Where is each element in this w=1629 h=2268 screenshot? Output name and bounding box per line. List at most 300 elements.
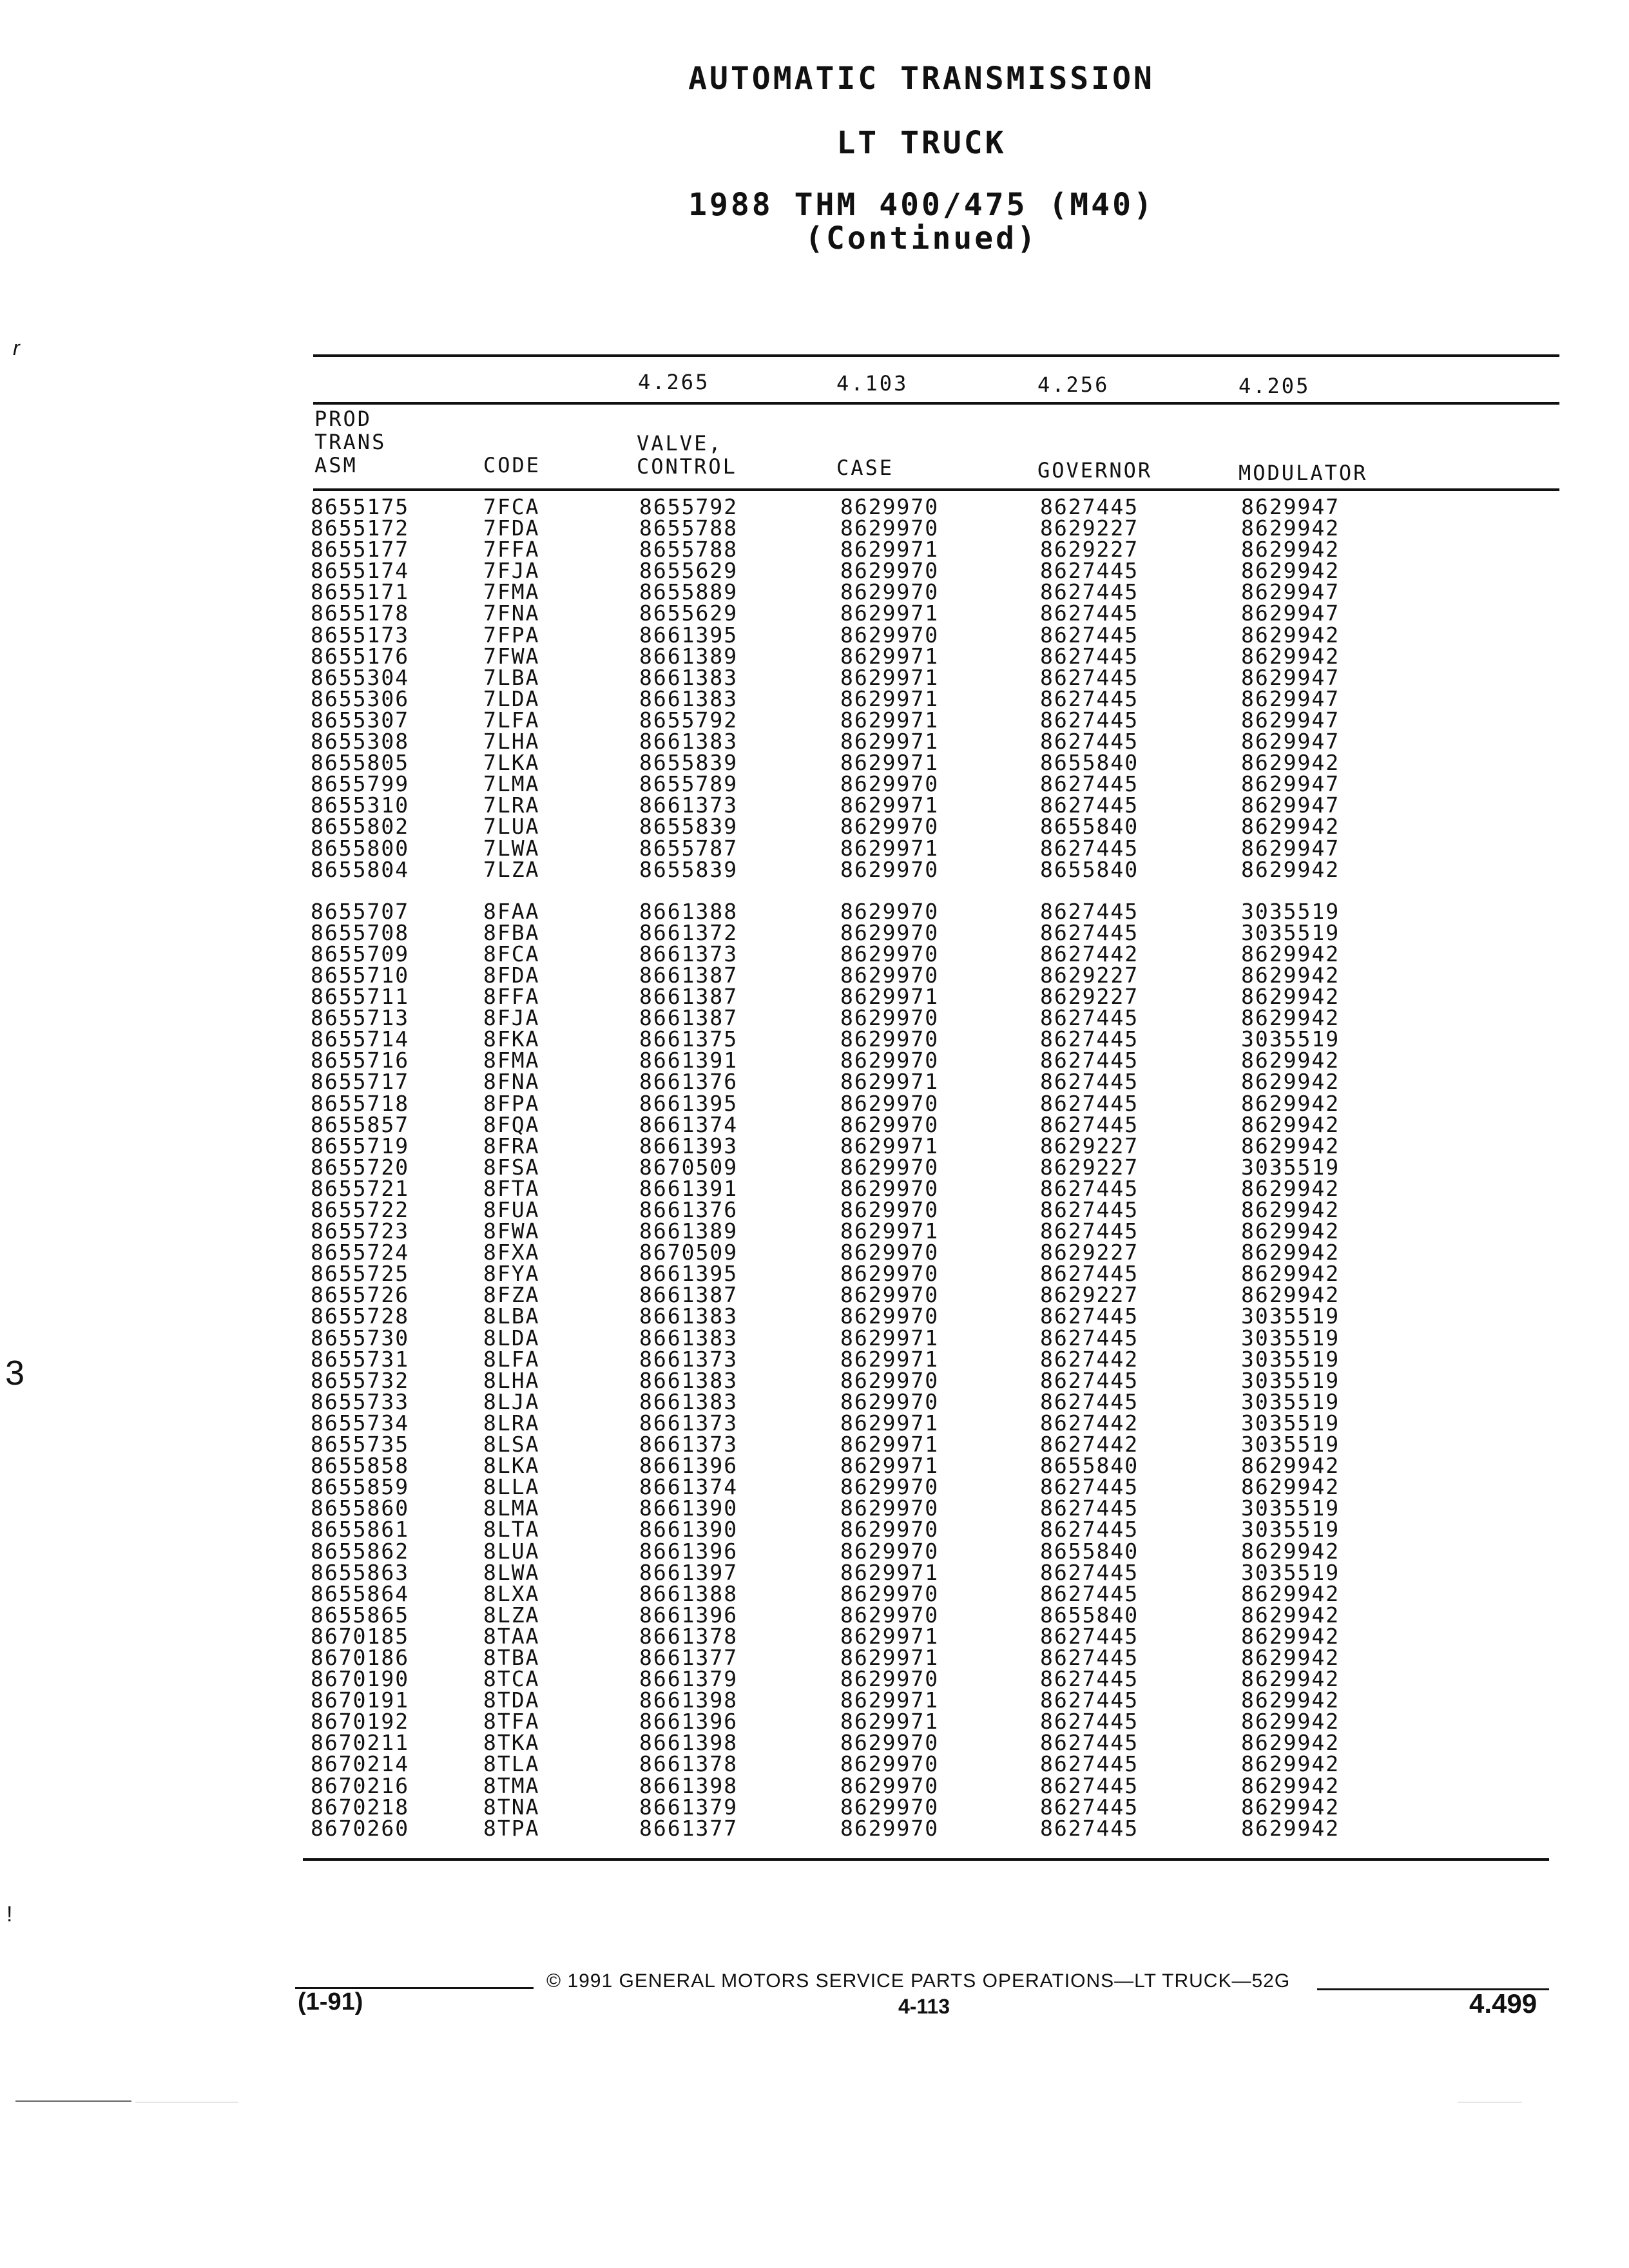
cell-prod-trans-asm: 8655308 — [311, 729, 410, 754]
cell-case: 8629970 — [840, 622, 940, 648]
cell-governor: 8627445 — [1040, 1559, 1139, 1585]
table-row — [311, 1327, 1370, 1349]
cell-prod-trans-asm: 8655732 — [311, 1367, 410, 1393]
cell-case: 8629971 — [840, 729, 940, 754]
cell-valve-control: 8655788 — [639, 515, 738, 541]
cell-prod-trans-asm: 8655722 — [311, 1197, 410, 1222]
cell-code: 7FWA — [483, 643, 540, 669]
cell-valve-control: 8661396 — [639, 1709, 738, 1735]
cell-code: 8LZA — [483, 1602, 540, 1628]
cell-governor: 8627445 — [1040, 1517, 1139, 1542]
table-row — [311, 1157, 1370, 1178]
cell-governor: 8627445 — [1040, 1730, 1139, 1756]
cell-case: 8629970 — [840, 814, 940, 840]
cell-modulator: 8629942 — [1241, 1751, 1340, 1777]
cell-governor: 8627445 — [1040, 1090, 1139, 1116]
cell-code: 8LWA — [483, 1559, 540, 1585]
cell-valve-control: 8661373 — [639, 941, 738, 966]
cell-valve-control: 8661377 — [639, 1815, 738, 1841]
cell-governor: 8627445 — [1040, 729, 1139, 754]
cell-governor: 8627445 — [1040, 579, 1139, 605]
header-prod-line: PROD — [314, 407, 372, 431]
cell-case: 8629971 — [840, 1687, 940, 1713]
table-row — [311, 1711, 1370, 1732]
margin-mark-bottom: ! — [6, 1902, 13, 1927]
table-row — [311, 1604, 1370, 1626]
cell-valve-control: 8655629 — [639, 601, 738, 626]
cell-prod-trans-asm: 8655310 — [311, 793, 410, 818]
cell-prod-trans-asm: 8655707 — [311, 898, 410, 924]
cell-valve-control: 8655787 — [639, 835, 738, 861]
cell-code: 8LLA — [483, 1474, 540, 1500]
cell-code: 7FMA — [483, 579, 540, 605]
cell-valve-control: 8661387 — [639, 984, 738, 1010]
cell-code: 8FTA — [483, 1175, 540, 1201]
cell-code: 7LUA — [483, 814, 540, 840]
cell-case: 8629971 — [840, 686, 940, 711]
table-row — [311, 1284, 1370, 1305]
cell-valve-control: 8661375 — [639, 1026, 738, 1052]
cell-prod-trans-asm: 8655710 — [311, 962, 410, 988]
cell-code: 8LMA — [483, 1495, 540, 1521]
cell-case: 8629970 — [840, 1282, 940, 1308]
cell-code: 8TAA — [483, 1623, 540, 1649]
cell-modulator: 8629942 — [1241, 643, 1340, 669]
cell-governor: 8627445 — [1040, 793, 1139, 818]
cell-code: 7FCA — [483, 494, 540, 519]
cell-prod-trans-asm: 8670216 — [311, 1773, 410, 1798]
cell-code: 8LFA — [483, 1346, 540, 1372]
cell-case: 8629970 — [840, 579, 940, 605]
margin-mark-top: r — [13, 336, 20, 360]
table-row — [311, 838, 1370, 859]
cell-valve-control: 8661378 — [639, 1751, 738, 1777]
cell-case: 8629971 — [840, 1709, 940, 1735]
cell-valve-control: 8661373 — [639, 1410, 738, 1436]
cell-code: 8LBA — [483, 1303, 540, 1329]
cell-prod-trans-asm: 8655858 — [311, 1453, 410, 1479]
header-valve-control — [637, 432, 737, 478]
cell-prod-trans-asm: 8655173 — [311, 622, 410, 648]
cell-case: 8629970 — [840, 1495, 940, 1521]
cell-modulator: 3035519 — [1241, 1517, 1340, 1542]
cell-modulator: 8629947 — [1241, 729, 1340, 754]
cell-code: 7FFA — [483, 537, 540, 562]
cell-governor: 8627445 — [1040, 919, 1139, 945]
cell-modulator: 8629942 — [1241, 984, 1340, 1010]
table-row — [311, 986, 1370, 1007]
cell-governor: 8627445 — [1040, 1687, 1139, 1713]
group-number-governor: 4.256 — [1037, 372, 1110, 397]
scan-dash-left — [15, 2100, 131, 2102]
cell-code: 8FZA — [483, 1282, 540, 1308]
cell-modulator: 8629942 — [1241, 1048, 1340, 1073]
cell-governor: 8627445 — [1040, 1218, 1139, 1244]
table-row — [311, 1114, 1370, 1135]
cell-governor: 8627442 — [1040, 1432, 1139, 1457]
cell-case: 8629970 — [840, 1602, 940, 1628]
cell-valve-control: 8661376 — [639, 1197, 738, 1222]
cell-case: 8629970 — [840, 1367, 940, 1393]
table-row — [311, 709, 1370, 731]
cell-governor: 8627445 — [1040, 1111, 1139, 1137]
group-separator — [311, 880, 1370, 901]
cell-governor: 8627445 — [1040, 1005, 1139, 1031]
cell-governor: 8629227 — [1040, 537, 1139, 562]
cell-valve-control: 8670509 — [639, 1154, 738, 1180]
cell-governor: 8627445 — [1040, 1026, 1139, 1052]
cell-valve-control: 8661393 — [639, 1133, 738, 1158]
cell-governor: 8627442 — [1040, 941, 1139, 966]
cell-valve-control: 8655839 — [639, 814, 738, 840]
header-code: CODE — [483, 453, 541, 477]
cell-modulator: 8629942 — [1241, 962, 1340, 988]
cell-case: 8629970 — [840, 1666, 940, 1692]
cell-valve-control: 8655789 — [639, 771, 738, 797]
cell-code: 8FDA — [483, 962, 540, 988]
cell-modulator: 8629942 — [1241, 1090, 1340, 1116]
table-row — [311, 1647, 1370, 1668]
header-prod-trans-asm — [314, 407, 386, 477]
cell-valve-control: 8661383 — [639, 729, 738, 754]
cell-code: 8FPA — [483, 1090, 540, 1116]
cell-code: 8FQA — [483, 1111, 540, 1137]
cell-case: 8629970 — [840, 1794, 940, 1820]
table-row — [311, 1007, 1370, 1028]
cell-case: 8629971 — [840, 1346, 940, 1372]
cell-code: 8FFA — [483, 984, 540, 1010]
table-row — [311, 1583, 1370, 1604]
cell-code: 8FJA — [483, 1005, 540, 1031]
cell-case: 8629971 — [840, 664, 940, 690]
cell-modulator: 8629947 — [1241, 835, 1340, 861]
cell-code: 7FJA — [483, 558, 540, 584]
table-row — [311, 1178, 1370, 1199]
cell-valve-control: 8661395 — [639, 622, 738, 648]
model-heading: 1988 THM 400/475 (M40) — [688, 187, 1155, 223]
table-row — [311, 1349, 1370, 1370]
cell-code: 8LRA — [483, 1410, 540, 1436]
table-row — [311, 1455, 1370, 1476]
cell-valve-control: 8655839 — [639, 856, 738, 882]
cell-governor: 8627445 — [1040, 1175, 1139, 1201]
cell-modulator: 8629947 — [1241, 601, 1340, 626]
cell-prod-trans-asm: 8655172 — [311, 515, 410, 541]
page-title: AUTOMATIC TRANSMISSION — [688, 61, 1155, 97]
cell-modulator: 3035519 — [1241, 1410, 1340, 1436]
table-row — [311, 1370, 1370, 1391]
cell-prod-trans-asm: 8655724 — [311, 1240, 410, 1265]
cell-prod-trans-asm: 8655804 — [311, 856, 410, 882]
cell-prod-trans-asm: 8655862 — [311, 1538, 410, 1564]
cell-governor: 8655840 — [1040, 1602, 1139, 1628]
cell-case: 8629970 — [840, 1111, 940, 1137]
cell-governor: 8629227 — [1040, 1133, 1139, 1158]
cell-governor: 8655840 — [1040, 856, 1139, 882]
cell-case: 8629970 — [840, 771, 940, 797]
cell-case: 8629970 — [840, 1751, 940, 1777]
cell-prod-trans-asm: 8655800 — [311, 835, 410, 861]
table-row — [311, 1775, 1370, 1796]
cell-governor: 8627445 — [1040, 1325, 1139, 1350]
cell-modulator: 8629942 — [1241, 1069, 1340, 1095]
cell-modulator: 8629942 — [1241, 1730, 1340, 1756]
cell-prod-trans-asm: 8655864 — [311, 1581, 410, 1606]
cell-valve-control: 8661383 — [639, 1367, 738, 1393]
cell-modulator: 8629942 — [1241, 856, 1340, 882]
cell-valve-control: 8661391 — [639, 1048, 738, 1073]
cell-code: 7FDA — [483, 515, 540, 541]
cell-valve-control: 8661398 — [639, 1730, 738, 1756]
cell-case: 8629970 — [840, 941, 940, 966]
cell-prod-trans-asm: 8655726 — [311, 1282, 410, 1308]
cell-code: 8FBA — [483, 919, 540, 945]
cell-governor: 8629227 — [1040, 1240, 1139, 1265]
cell-case: 8629970 — [840, 515, 940, 541]
column-header-rule — [313, 488, 1559, 491]
cell-modulator: 8629947 — [1241, 793, 1340, 818]
cell-prod-trans-asm: 8655861 — [311, 1517, 410, 1542]
cell-prod-trans-asm: 8655863 — [311, 1559, 410, 1585]
cell-governor: 8627445 — [1040, 1623, 1139, 1649]
cell-valve-control: 8661377 — [639, 1644, 738, 1670]
cell-modulator: 8629942 — [1241, 1175, 1340, 1201]
cell-modulator: 8629947 — [1241, 579, 1340, 605]
table-row — [311, 731, 1370, 752]
cell-case: 8629970 — [840, 1730, 940, 1756]
cell-governor: 8627445 — [1040, 1474, 1139, 1500]
cell-valve-control: 8655792 — [639, 707, 738, 733]
cell-case: 8629971 — [840, 750, 940, 776]
cell-valve-control: 8661376 — [639, 1069, 738, 1095]
cell-case: 8629970 — [840, 1389, 940, 1414]
cell-valve-control: 8661395 — [639, 1261, 738, 1287]
cell-prod-trans-asm: 8670191 — [311, 1687, 410, 1713]
cell-modulator: 8629942 — [1241, 1602, 1340, 1628]
table-top-rule — [313, 354, 1559, 357]
cell-prod-trans-asm: 8655711 — [311, 984, 410, 1010]
cell-modulator: 8629947 — [1241, 686, 1340, 711]
cell-modulator: 8629942 — [1241, 1773, 1340, 1798]
cell-code: 7LFA — [483, 707, 540, 733]
table-row — [311, 1668, 1370, 1689]
cell-governor: 8627445 — [1040, 1069, 1139, 1095]
cell-case: 8629970 — [840, 1005, 940, 1031]
cell-case: 8629970 — [840, 1197, 940, 1222]
cell-case: 8629971 — [840, 1325, 940, 1350]
cell-prod-trans-asm: 8670185 — [311, 1623, 410, 1649]
table-row — [311, 1689, 1370, 1711]
table-row — [311, 1220, 1370, 1242]
cell-prod-trans-asm: 8655174 — [311, 558, 410, 584]
table-row — [311, 965, 1370, 986]
cell-case: 8629970 — [840, 1303, 940, 1329]
table-row — [311, 1626, 1370, 1647]
cell-code: 8FUA — [483, 1197, 540, 1222]
cell-modulator: 8629947 — [1241, 707, 1340, 733]
cell-code: 8TNA — [483, 1794, 540, 1820]
cell-case: 8629970 — [840, 898, 940, 924]
header-case: CASE — [836, 456, 894, 480]
cell-prod-trans-asm: 8655734 — [311, 1410, 410, 1436]
cell-modulator: 3035519 — [1241, 1346, 1340, 1372]
table-row — [311, 1242, 1370, 1263]
table-row — [311, 922, 1370, 943]
cell-valve-control: 8655629 — [639, 558, 738, 584]
cell-case: 8629971 — [840, 1069, 940, 1095]
table-row — [311, 517, 1370, 539]
cell-modulator: 8629942 — [1241, 1005, 1340, 1031]
cell-governor: 8627445 — [1040, 1794, 1139, 1820]
cell-prod-trans-asm: 8670214 — [311, 1751, 410, 1777]
cell-modulator: 8629942 — [1241, 1623, 1340, 1649]
cell-code: 8FAA — [483, 898, 540, 924]
cell-modulator: 8629947 — [1241, 771, 1340, 797]
cell-code: 7LRA — [483, 793, 540, 818]
cell-case: 8629970 — [840, 1773, 940, 1798]
table-row — [311, 1263, 1370, 1284]
cell-prod-trans-asm: 8655860 — [311, 1495, 410, 1521]
cell-modulator: 8629942 — [1241, 1644, 1340, 1670]
cell-valve-control: 8661373 — [639, 1346, 738, 1372]
cell-code: 7FPA — [483, 622, 540, 648]
table-row — [311, 539, 1370, 560]
cell-modulator: 8629942 — [1241, 622, 1340, 648]
cell-case: 8629971 — [840, 1218, 940, 1244]
cell-governor: 8627445 — [1040, 835, 1139, 861]
cell-modulator: 3035519 — [1241, 1154, 1340, 1180]
cell-valve-control: 8661388 — [639, 898, 738, 924]
parts-table-body — [311, 496, 1370, 1839]
cell-case: 8629970 — [840, 1815, 940, 1841]
cell-governor: 8627445 — [1040, 771, 1139, 797]
header-modulator: MODULATOR — [1239, 461, 1368, 485]
cell-modulator: 8629942 — [1241, 1581, 1340, 1606]
cell-case: 8629970 — [840, 1026, 940, 1052]
cell-governor: 8655840 — [1040, 1453, 1139, 1479]
cell-valve-control: 8661379 — [639, 1666, 738, 1692]
cell-case: 8629970 — [840, 1048, 940, 1073]
cell-prod-trans-asm: 8655178 — [311, 601, 410, 626]
table-row — [311, 1135, 1370, 1157]
cell-prod-trans-asm: 8655730 — [311, 1325, 410, 1350]
header-asm-line: ASM — [314, 453, 358, 477]
cell-modulator: 3035519 — [1241, 1303, 1340, 1329]
table-row — [311, 943, 1370, 965]
cell-modulator: 3035519 — [1241, 898, 1340, 924]
cell-case: 8629971 — [840, 835, 940, 861]
cell-valve-control: 8661374 — [639, 1111, 738, 1137]
cell-code: 8LDA — [483, 1325, 540, 1350]
cell-valve-control: 8655792 — [639, 494, 738, 519]
cell-governor: 8627445 — [1040, 664, 1139, 690]
cell-governor: 8627445 — [1040, 558, 1139, 584]
cell-code: 7LBA — [483, 664, 540, 690]
table-bottom-rule — [303, 1858, 1549, 1861]
table-row — [311, 816, 1370, 837]
table-row — [311, 1028, 1370, 1050]
cell-prod-trans-asm: 8655859 — [311, 1474, 410, 1500]
cell-code: 8TLA — [483, 1751, 540, 1777]
cell-code: 8LJA — [483, 1389, 540, 1414]
cell-prod-trans-asm: 8655306 — [311, 686, 410, 711]
cell-code: 8FKA — [483, 1026, 540, 1052]
cell-case: 8629970 — [840, 1517, 940, 1542]
cell-prod-trans-asm: 8670192 — [311, 1709, 410, 1735]
cell-valve-control: 8661396 — [639, 1453, 738, 1479]
cell-modulator: 8629942 — [1241, 515, 1340, 541]
cell-valve-control: 8661397 — [639, 1559, 738, 1585]
cell-modulator: 8629942 — [1241, 1687, 1340, 1713]
cell-prod-trans-asm: 8655799 — [311, 771, 410, 797]
cell-valve-control: 8661374 — [639, 1474, 738, 1500]
cell-case: 8629971 — [840, 537, 940, 562]
cell-code: 7LWA — [483, 835, 540, 861]
cell-valve-control: 8661383 — [639, 664, 738, 690]
cell-modulator: 8629942 — [1241, 1240, 1340, 1265]
cell-case: 8629970 — [840, 1175, 940, 1201]
cell-modulator: 8629942 — [1241, 537, 1340, 562]
table-row — [311, 581, 1370, 602]
cell-code: 8TFA — [483, 1709, 540, 1735]
cell-modulator: 8629942 — [1241, 1133, 1340, 1158]
cell-governor: 8627445 — [1040, 1815, 1139, 1841]
cell-code: 8TDA — [483, 1687, 540, 1713]
cell-prod-trans-asm: 8655725 — [311, 1261, 410, 1287]
cell-prod-trans-asm: 8655714 — [311, 1026, 410, 1052]
cell-valve-control: 8661378 — [639, 1623, 738, 1649]
table-row — [311, 1476, 1370, 1497]
cell-prod-trans-asm: 8655716 — [311, 1048, 410, 1073]
cell-prod-trans-asm: 8655709 — [311, 941, 410, 966]
cell-code: 7FNA — [483, 601, 540, 626]
cell-case: 8629971 — [840, 1453, 940, 1479]
cell-code: 8FXA — [483, 1240, 540, 1265]
cell-valve-control: 8661390 — [639, 1517, 738, 1542]
cell-case: 8629971 — [840, 643, 940, 669]
group-number-case: 4.103 — [836, 371, 909, 396]
cell-valve-control: 8661396 — [639, 1602, 738, 1628]
cell-governor: 8627445 — [1040, 1495, 1139, 1521]
cell-case: 8629970 — [840, 494, 940, 519]
cell-modulator: 8629947 — [1241, 494, 1340, 519]
continued-label: (Continued) — [805, 220, 1038, 256]
cell-governor: 8629227 — [1040, 1282, 1139, 1308]
group-number-valve: 4.265 — [638, 370, 710, 394]
cell-case: 8629970 — [840, 1154, 940, 1180]
cell-valve-control: 8661389 — [639, 643, 738, 669]
cell-case: 8629971 — [840, 1644, 940, 1670]
cell-governor: 8627445 — [1040, 1048, 1139, 1073]
cell-code: 8FRA — [483, 1133, 540, 1158]
cell-prod-trans-asm: 8655176 — [311, 643, 410, 669]
cell-valve-control: 8661398 — [639, 1773, 738, 1798]
cell-valve-control: 8661391 — [639, 1175, 738, 1201]
cell-code: 8TBA — [483, 1644, 540, 1670]
cell-prod-trans-asm: 8670190 — [311, 1666, 410, 1692]
cell-prod-trans-asm: 8655720 — [311, 1154, 410, 1180]
table-row — [311, 560, 1370, 581]
table-row — [311, 1305, 1370, 1327]
cell-modulator: 8629942 — [1241, 1666, 1340, 1692]
table-row — [311, 1796, 1370, 1818]
cell-modulator: 8629947 — [1241, 664, 1340, 690]
cell-prod-trans-asm: 8655805 — [311, 750, 410, 776]
cell-case: 8629971 — [840, 1133, 940, 1158]
table-row — [311, 1541, 1370, 1562]
cell-governor: 8627445 — [1040, 1709, 1139, 1735]
cell-modulator: 8629942 — [1241, 1197, 1340, 1222]
